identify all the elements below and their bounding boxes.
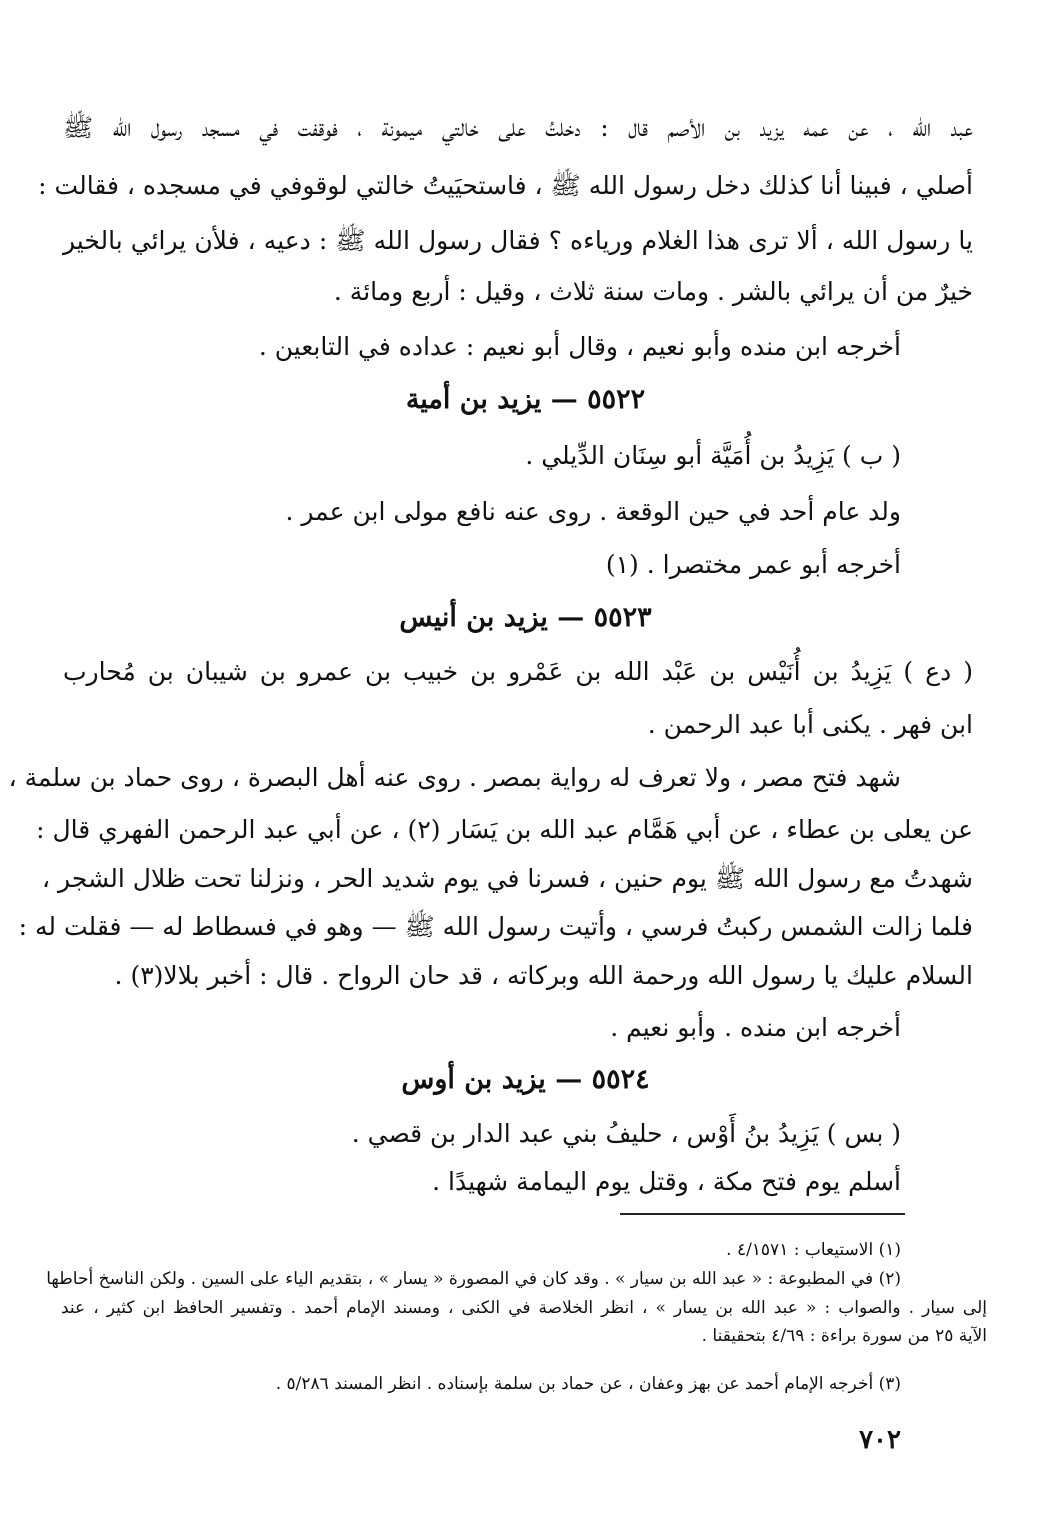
footnote-divider: [620, 1213, 905, 1215]
body-text-line: فلما زالت الشمس ركبتُ فرسي ، وأتيت رسول الله ﷺ — وهو في فسطاط له — فقلت له :: [18, 912, 973, 941]
body-text-line: عن يعلى بن عطاء ، عن أبي هَمَّام عبد الله بن يَسَار (٢) ، عن أبي عبد الرحمن الفهري قال :: [36, 815, 973, 844]
footnote-line: (٣) أخرجه الإمام أحمد عن بهز وعفان ، عن حماد بن سلمة بإسناده . انظر المسند ٥/٢٨٦ .: [275, 1374, 901, 1394]
entry-heading: ٥٥٢٣ — يزيد بن أنيس: [399, 602, 652, 633]
body-text-line: ولد عام أحد في حين الوقعة . روى عنه نافع مولى ابن عمر .: [285, 497, 901, 526]
body-text-line: أخرجه ابن منده وأبو نعيم ، وقال أبو نعيم : عداده في التابعين .: [258, 332, 901, 361]
entry-heading: ٥٥٢٤ — يزيد بن أوس: [401, 1064, 650, 1095]
body-text-line: السلام عليك يا رسول الله ورحمة الله وبركاته ، قد حان الرواح . قال : أخبر بلالا(٣) .: [114, 961, 973, 990]
body-text-line: أخرجه ابن منده . وأبو نعيم .: [610, 1013, 901, 1042]
body-text-line: عبد الله ، عن عمه يزيد بن الأصم قال : دخلتُ على خالتي ميمونة ، فوقفت في مسجد رسول الله ﷺ: [63, 113, 973, 142]
body-text-line: شهدتُ مع رسول الله ﷺ يوم حنين ، فسرنا في يوم شديد الحر ، ونزلنا تحت ظلال الشجر ،: [42, 864, 973, 893]
footnote-line: (١) الاستيعاب : ٤/١٥٧١ .: [726, 1240, 901, 1260]
body-text-line: أصلي ، فبينا أنا كذلك دخل رسول الله ﷺ ، فاستحيَيتُ خالتي لوقوفي في مسجده ، فقالت :: [38, 171, 973, 200]
footnote-line: الآية ٢٥ من سورة براءة : ٤/٦٩ بتحقيقنا .: [701, 1326, 987, 1346]
body-text-line: خيرٌ من أن يرائي بالشر . ومات سنة ثلاث ، وقيل : أربع ومائة .: [333, 277, 973, 306]
body-text-line: أخرجه أبو عمر مختصرا . (١): [605, 550, 901, 579]
body-text-line: يا رسول الله ، ألا ترى هذا الغلام ورياءه ؟ فقال رسول الله ﷺ : دعيه ، فلأن يرائي بالخير: [63, 226, 973, 255]
body-text-line: ( دع ) يَزِيدُ بن أُنَيْس بن عَبْد الله بن عَمْرو بن خبيب بن عمرو بن شيبان بن مُحارب: [63, 657, 973, 686]
body-text-line: ابن فهر . يكنى أبا عبد الرحمن .: [647, 710, 973, 739]
footnote-line: إلى سيار . والصواب : « عبد الله بن يسار » ، انظر الخلاصة في الكنى ، ومسند الإمام أحمد . وتفسير الحافظ ابن كثير ، عند: [61, 1298, 987, 1318]
body-text-line: أسلم يوم فتح مكة ، وقتل يوم اليمامة شهيدًا .: [432, 1167, 901, 1196]
footnote-line: (٢) في المطبوعة : « عبد الله بن سيار » . وقد كان في المصورة « يسار » ، بتقديم الياء على السين . ولكن الناسخ أحاطها: [46, 1269, 901, 1289]
page-number: ٧٠٢: [859, 1425, 901, 1455]
body-text-line: ( بس ) يَزِيدُ بنُ أَوْس ، حليفُ بني عبد الدار بن قصي .: [351, 1119, 901, 1148]
body-text-line: شهد فتح مصر ، ولا تعرف له رواية بمصر . روى عنه أهل البصرة ، روى حماد بن سلمة ،: [8, 763, 901, 792]
body-text-line: ( ب ) يَزِيدُ بن أُمَيَّة أبو سِنَان الدِّيلي .: [525, 441, 901, 470]
entry-heading: ٥٥٢٢ — يزيد بن أمية: [405, 384, 646, 415]
